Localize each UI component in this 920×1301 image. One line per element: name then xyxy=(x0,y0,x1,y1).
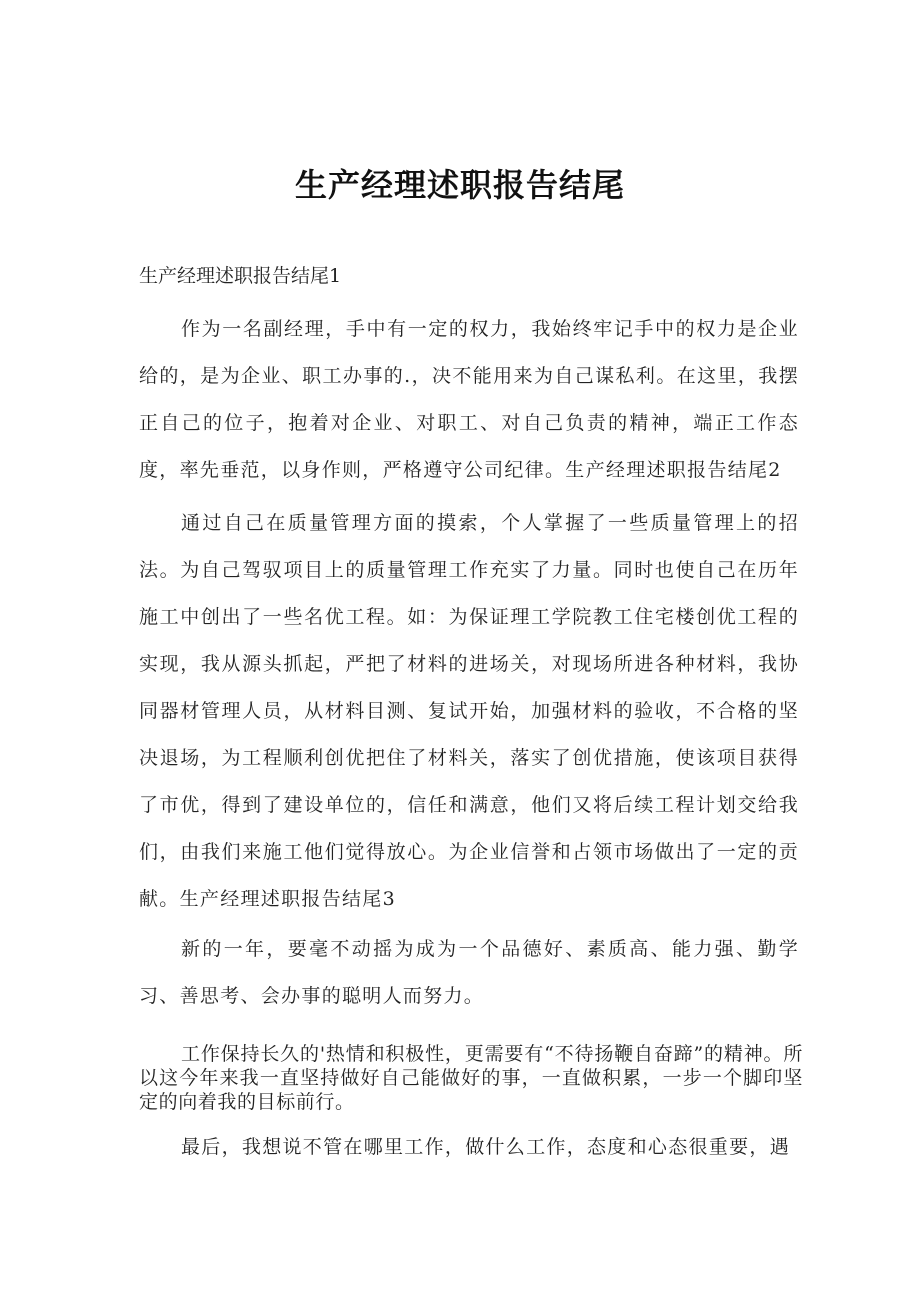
paragraph-3: 新的一年，要毫不动摇为成为一个品德好、素质高、能力强、勤学习、善思考、会办事的聪明人而努力。 xyxy=(139,938,799,1007)
document-title: 生产经理述职报告结尾 xyxy=(294,166,625,204)
paragraph-2: 通过自己在质量管理方面的摸索，个人掌握了一些质量管理上的招法。为自己驾驭项目上的质量管理工作充实了力量。同时也使自己在历年施工中创出了一些名优工程。如：为保证理工学院教工住宅楼创优工程的实现，我从源头抓起，严把了材料的进场关，对现场所进各种材料，我协同器材管理人员，从材料目测、复试开始，加强材料的验收，不合格的坚决退场，为工程顺利创优把住了材料关，落实了创优措施，使该项目获得了市优，得到了建设单位的，信任和满意，他们又将后续工程计划交给我们，由我们来施工他们觉得放心。为企业信誉和占领市场做出了一定的贡献。生产经理述职报告结尾3 xyxy=(139,512,799,910)
paragraph-4: 工作保持长久的'热情和积极性，更需要有“不待扬鞭自奋蹄”的精神。所以这今年来我一直坚持做好自己能做好的事，一直做积累，一步一个脚印坚定的向着我的目标前行。 xyxy=(139,1043,803,1113)
section-heading: 生产经理述职报告结尾1 xyxy=(139,265,342,287)
paragraph-5: 最后，我想说不管在哪里工作，做什么工作，态度和心态很重要，遇 xyxy=(181,1136,791,1158)
paragraph-1: 作为一名副经理，手中有一定的权力，我始终牢记手中的权力是企业给的，是为企业、职工办事的.，决不能用来为自己谋私利。在这里，我摆正自己的位子，抱着对企业、对职工、对自己负责的精神，端正工作态度，率先垂范，以身作则，严格遵守公司纪律。生产经理述职报告结尾2 xyxy=(139,318,799,481)
